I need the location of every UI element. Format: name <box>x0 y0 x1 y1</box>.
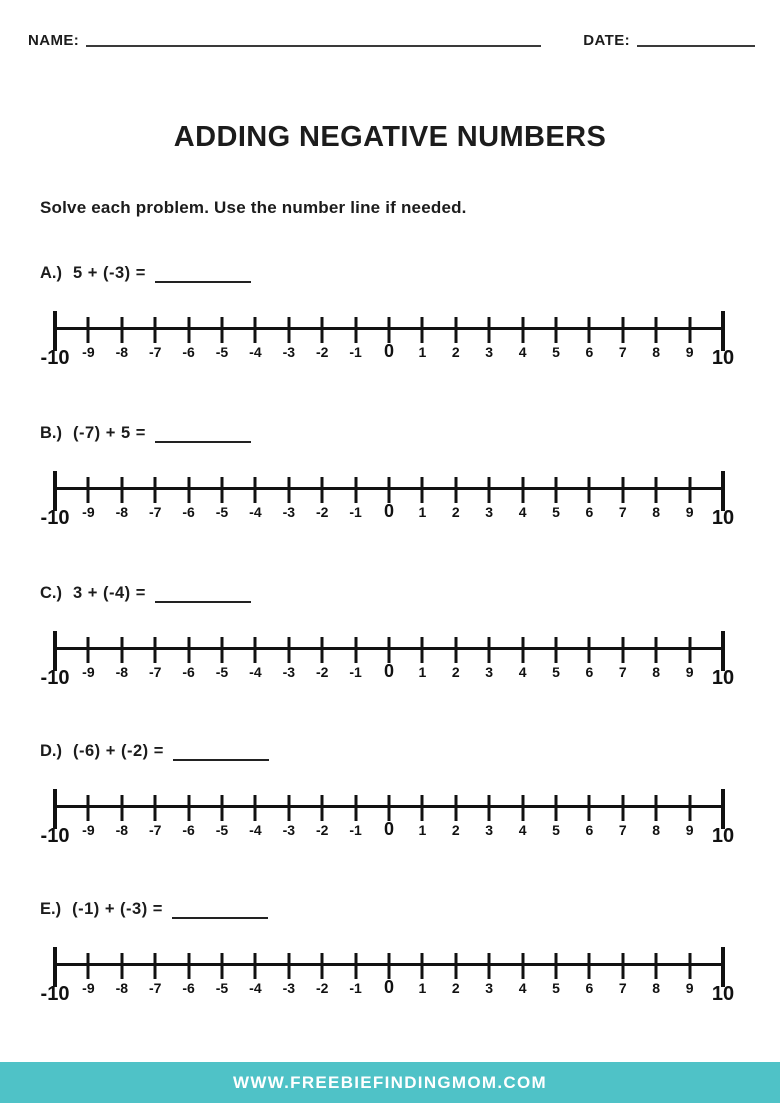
tick-mark--2 <box>321 317 324 343</box>
tick-mark-6 <box>588 953 591 979</box>
problem-section-c <box>40 582 740 693</box>
tick-label-3: 3 <box>485 664 494 680</box>
date-label: DATE: <box>583 32 630 49</box>
tick-label--8: -8 <box>115 344 129 360</box>
tick-label--2: -2 <box>315 504 329 520</box>
problem-label: C.) <box>40 584 62 602</box>
tick-label--6: -6 <box>182 504 195 520</box>
problem-section-a <box>40 262 740 373</box>
tick-label-6: 6 <box>585 344 594 360</box>
tick-mark--5 <box>221 953 224 979</box>
tick-mark-5 <box>555 317 558 343</box>
tick-mark-4 <box>521 953 524 979</box>
tick-mark--10 <box>53 471 57 511</box>
tick-label-6: 6 <box>585 822 594 838</box>
tick-mark-7 <box>621 795 624 821</box>
tick-label--2: -2 <box>315 344 329 360</box>
tick-label--9: -9 <box>82 980 95 996</box>
tick-label-10: 10 <box>711 667 735 689</box>
tick-label-9: 9 <box>685 664 694 680</box>
tick-label--8: -8 <box>115 664 129 680</box>
tick-mark--6 <box>187 477 190 503</box>
tick-mark-3 <box>488 795 491 821</box>
tick-label-5: 5 <box>552 504 560 520</box>
tick-mark-10 <box>721 947 725 987</box>
tick-label-6: 6 <box>585 664 594 680</box>
tick-label-8: 8 <box>652 664 661 680</box>
tick-mark-10 <box>721 471 725 511</box>
tick-label-9: 9 <box>685 822 694 838</box>
tick-mark-5 <box>555 795 558 821</box>
tick-label-5: 5 <box>552 664 560 680</box>
tick-label--10: -10 <box>40 667 70 689</box>
tick-mark-0 <box>388 637 391 663</box>
tick-label--6: -6 <box>182 822 195 838</box>
number-line-d <box>40 789 735 851</box>
tick-label--10: -10 <box>40 825 70 847</box>
number-line-e <box>40 947 735 1009</box>
tick-mark-2 <box>454 317 457 343</box>
tick-mark-8 <box>655 953 658 979</box>
tick-mark--9 <box>87 637 90 663</box>
tick-mark--2 <box>321 953 324 979</box>
tick-mark-7 <box>621 477 624 503</box>
tick-mark-6 <box>588 477 591 503</box>
answer-blank-d[interactable] <box>173 744 269 761</box>
tick-label-7: 7 <box>618 822 627 838</box>
tick-mark-7 <box>621 637 624 663</box>
tick-mark-2 <box>454 953 457 979</box>
tick-mark--4 <box>254 953 257 979</box>
tick-label-3: 3 <box>485 822 494 838</box>
answer-blank-c[interactable] <box>155 586 251 603</box>
tick-label--7: -7 <box>148 344 162 360</box>
tick-mark--5 <box>221 477 224 503</box>
problem-expression: (-6) + (-2) = <box>73 742 164 760</box>
problem-label: A.) <box>40 264 62 282</box>
tick-mark--1 <box>354 477 357 503</box>
tick-mark--7 <box>154 637 157 663</box>
tick-mark-4 <box>521 317 524 343</box>
tick-label-1: 1 <box>418 980 427 996</box>
tick-mark--8 <box>120 795 123 821</box>
tick-label--10: -10 <box>40 507 70 529</box>
tick-mark--10 <box>53 789 57 829</box>
tick-mark-1 <box>421 637 424 663</box>
tick-label-2: 2 <box>451 664 460 680</box>
tick-mark-9 <box>688 795 691 821</box>
tick-label-6: 6 <box>585 504 594 520</box>
tick-mark-3 <box>488 637 491 663</box>
tick-label-3: 3 <box>485 504 494 520</box>
tick-mark--5 <box>221 637 224 663</box>
tick-label-7: 7 <box>618 344 627 360</box>
tick-mark--4 <box>254 317 257 343</box>
tick-label--3: -3 <box>282 664 296 680</box>
tick-label-1: 1 <box>418 504 427 520</box>
tick-label--8: -8 <box>115 980 129 996</box>
tick-label-7: 7 <box>618 504 627 520</box>
tick-mark--7 <box>154 317 157 343</box>
tick-mark--6 <box>187 953 190 979</box>
tick-label--3: -3 <box>282 504 296 520</box>
tick-label-8: 8 <box>652 980 661 996</box>
problem-statement <box>40 422 740 443</box>
problem-statement <box>40 582 740 603</box>
tick-mark-0 <box>388 795 391 821</box>
tick-label-0: 0 <box>383 819 395 839</box>
tick-label--4: -4 <box>249 980 262 996</box>
tick-label-10: 10 <box>711 825 735 847</box>
tick-mark-8 <box>655 317 658 343</box>
tick-label--1: -1 <box>349 664 362 680</box>
tick-mark--7 <box>154 795 157 821</box>
tick-mark-2 <box>454 637 457 663</box>
tick-mark--5 <box>221 317 224 343</box>
tick-mark-1 <box>421 477 424 503</box>
tick-mark--3 <box>287 637 290 663</box>
tick-label-0: 0 <box>383 501 395 521</box>
tick-label--5: -5 <box>215 664 229 680</box>
tick-mark--9 <box>87 953 90 979</box>
tick-label-5: 5 <box>552 822 560 838</box>
tick-mark-2 <box>454 477 457 503</box>
tick-mark--6 <box>187 795 190 821</box>
tick-mark-8 <box>655 637 658 663</box>
tick-label--5: -5 <box>215 822 229 838</box>
tick-mark-1 <box>421 953 424 979</box>
tick-mark-6 <box>588 795 591 821</box>
tick-label--3: -3 <box>282 980 296 996</box>
problem-section-e <box>40 898 740 1009</box>
tick-label--1: -1 <box>349 344 362 360</box>
problem-expression: 5 + (-3) = <box>73 264 146 282</box>
tick-label-4: 4 <box>518 504 527 520</box>
tick-mark--4 <box>254 637 257 663</box>
tick-label--9: -9 <box>82 664 95 680</box>
tick-label-3: 3 <box>485 344 494 360</box>
tick-label--6: -6 <box>182 664 195 680</box>
tick-mark--2 <box>321 477 324 503</box>
tick-mark--2 <box>321 637 324 663</box>
problem-expression: 3 + (-4) = <box>73 584 146 602</box>
tick-label-1: 1 <box>418 822 427 838</box>
tick-label--1: -1 <box>349 822 362 838</box>
problem-label: E.) <box>40 900 62 918</box>
tick-label--3: -3 <box>282 344 296 360</box>
tick-label-8: 8 <box>652 344 661 360</box>
tick-label-0: 0 <box>383 661 395 681</box>
tick-label--4: -4 <box>249 664 262 680</box>
tick-mark--8 <box>120 953 123 979</box>
tick-label--8: -8 <box>115 822 129 838</box>
tick-label-5: 5 <box>552 344 560 360</box>
tick-mark--8 <box>120 637 123 663</box>
tick-mark--1 <box>354 637 357 663</box>
tick-label--9: -9 <box>82 504 95 520</box>
tick-label--6: -6 <box>182 980 195 996</box>
tick-label-10: 10 <box>711 507 735 529</box>
tick-mark--5 <box>221 795 224 821</box>
problem-statement <box>40 740 740 761</box>
tick-mark--10 <box>53 311 57 351</box>
tick-mark--6 <box>187 637 190 663</box>
tick-label--5: -5 <box>215 344 229 360</box>
tick-mark-9 <box>688 953 691 979</box>
tick-mark--2 <box>321 795 324 821</box>
answer-blank-e[interactable] <box>172 902 268 919</box>
tick-label-1: 1 <box>418 344 427 360</box>
tick-label-4: 4 <box>518 980 527 996</box>
tick-mark-5 <box>555 477 558 503</box>
tick-label--2: -2 <box>315 822 329 838</box>
problem-section-b <box>40 422 740 533</box>
tick-label--4: -4 <box>249 504 262 520</box>
problem-statement <box>40 262 740 283</box>
tick-label--6: -6 <box>182 344 195 360</box>
tick-mark-8 <box>655 795 658 821</box>
tick-mark--8 <box>120 477 123 503</box>
tick-mark-4 <box>521 477 524 503</box>
tick-mark--4 <box>254 477 257 503</box>
tick-mark-9 <box>688 317 691 343</box>
tick-mark-6 <box>588 637 591 663</box>
problem-statement <box>40 898 740 919</box>
tick-label--4: -4 <box>249 822 262 838</box>
tick-mark--1 <box>354 795 357 821</box>
tick-mark-1 <box>421 317 424 343</box>
number-line-b <box>40 471 735 533</box>
tick-mark--4 <box>254 795 257 821</box>
tick-label-7: 7 <box>618 980 627 996</box>
tick-mark--1 <box>354 317 357 343</box>
tick-mark--3 <box>287 795 290 821</box>
tick-mark--8 <box>120 317 123 343</box>
tick-mark-7 <box>621 317 624 343</box>
footer-banner <box>0 1062 780 1103</box>
tick-label--2: -2 <box>315 980 329 996</box>
instructions-text: Solve each problem. Use the number line if needed. <box>40 198 467 217</box>
answer-blank-a[interactable] <box>155 266 251 283</box>
tick-mark--3 <box>287 477 290 503</box>
tick-label-6: 6 <box>585 980 594 996</box>
tick-label-8: 8 <box>652 822 661 838</box>
answer-blank-b[interactable] <box>155 426 251 443</box>
tick-label--1: -1 <box>349 980 362 996</box>
tick-label--10: -10 <box>40 347 70 369</box>
tick-mark-10 <box>721 631 725 671</box>
tick-mark--10 <box>53 947 57 987</box>
tick-label--9: -9 <box>82 344 95 360</box>
tick-label--2: -2 <box>315 664 329 680</box>
tick-mark-3 <box>488 953 491 979</box>
tick-label-9: 9 <box>685 980 694 996</box>
tick-mark-8 <box>655 477 658 503</box>
tick-mark-2 <box>454 795 457 821</box>
tick-mark--10 <box>53 631 57 671</box>
tick-mark-4 <box>521 795 524 821</box>
tick-label-9: 9 <box>685 504 694 520</box>
tick-mark-5 <box>555 953 558 979</box>
tick-label-4: 4 <box>518 822 527 838</box>
tick-label-7: 7 <box>618 664 627 680</box>
tick-mark--9 <box>87 317 90 343</box>
tick-label--9: -9 <box>82 822 95 838</box>
tick-label-0: 0 <box>383 341 395 361</box>
tick-mark--9 <box>87 795 90 821</box>
tick-label-4: 4 <box>518 344 527 360</box>
number-line-a <box>40 311 735 373</box>
tick-label-10: 10 <box>711 347 735 369</box>
tick-label--3: -3 <box>282 822 296 838</box>
tick-mark-0 <box>388 317 391 343</box>
tick-mark-4 <box>521 637 524 663</box>
page-title: ADDING NEGATIVE NUMBERS <box>173 121 607 153</box>
tick-mark--7 <box>154 477 157 503</box>
tick-mark--1 <box>354 953 357 979</box>
tick-label-9: 9 <box>685 344 694 360</box>
tick-label-0: 0 <box>383 977 395 997</box>
tick-mark--7 <box>154 953 157 979</box>
tick-mark-10 <box>721 789 725 829</box>
tick-label-2: 2 <box>451 822 460 838</box>
tick-label-2: 2 <box>451 980 460 996</box>
tick-label-3: 3 <box>485 980 494 996</box>
tick-label-10: 10 <box>711 983 735 1005</box>
footer-website-link[interactable]: WWW.FREEBIEFINDINGMOM.COM <box>233 1072 547 1092</box>
tick-label--7: -7 <box>148 980 162 996</box>
tick-label-8: 8 <box>652 504 661 520</box>
tick-mark-10 <box>721 311 725 351</box>
tick-mark-1 <box>421 795 424 821</box>
tick-label--8: -8 <box>115 504 129 520</box>
tick-label--5: -5 <box>215 504 229 520</box>
tick-mark-5 <box>555 637 558 663</box>
tick-mark--3 <box>287 317 290 343</box>
tick-mark--9 <box>87 477 90 503</box>
tick-label--5: -5 <box>215 980 229 996</box>
problem-label: B.) <box>40 424 62 442</box>
tick-mark-7 <box>621 953 624 979</box>
tick-label-5: 5 <box>552 980 560 996</box>
problem-section-d <box>40 740 740 851</box>
tick-mark-3 <box>488 477 491 503</box>
tick-mark-3 <box>488 317 491 343</box>
tick-label-4: 4 <box>518 664 527 680</box>
tick-mark-0 <box>388 953 391 979</box>
tick-label--7: -7 <box>148 664 162 680</box>
name-label: NAME: <box>28 32 80 49</box>
tick-mark--3 <box>287 953 290 979</box>
tick-mark-9 <box>688 477 691 503</box>
tick-label-2: 2 <box>451 344 460 360</box>
tick-mark-0 <box>388 477 391 503</box>
number-line-c <box>40 631 735 693</box>
problem-expression: (-7) + 5 = <box>73 424 146 442</box>
tick-label--4: -4 <box>249 344 262 360</box>
problem-expression: (-1) + (-3) = <box>72 900 163 918</box>
tick-label--7: -7 <box>148 504 162 520</box>
tick-mark-9 <box>688 637 691 663</box>
tick-label--1: -1 <box>349 504 362 520</box>
tick-label-2: 2 <box>451 504 460 520</box>
problem-label: D.) <box>40 742 62 760</box>
tick-mark--6 <box>187 317 190 343</box>
tick-mark-6 <box>588 317 591 343</box>
tick-label-1: 1 <box>418 664 427 680</box>
tick-label--7: -7 <box>148 822 162 838</box>
tick-label--10: -10 <box>40 983 70 1005</box>
